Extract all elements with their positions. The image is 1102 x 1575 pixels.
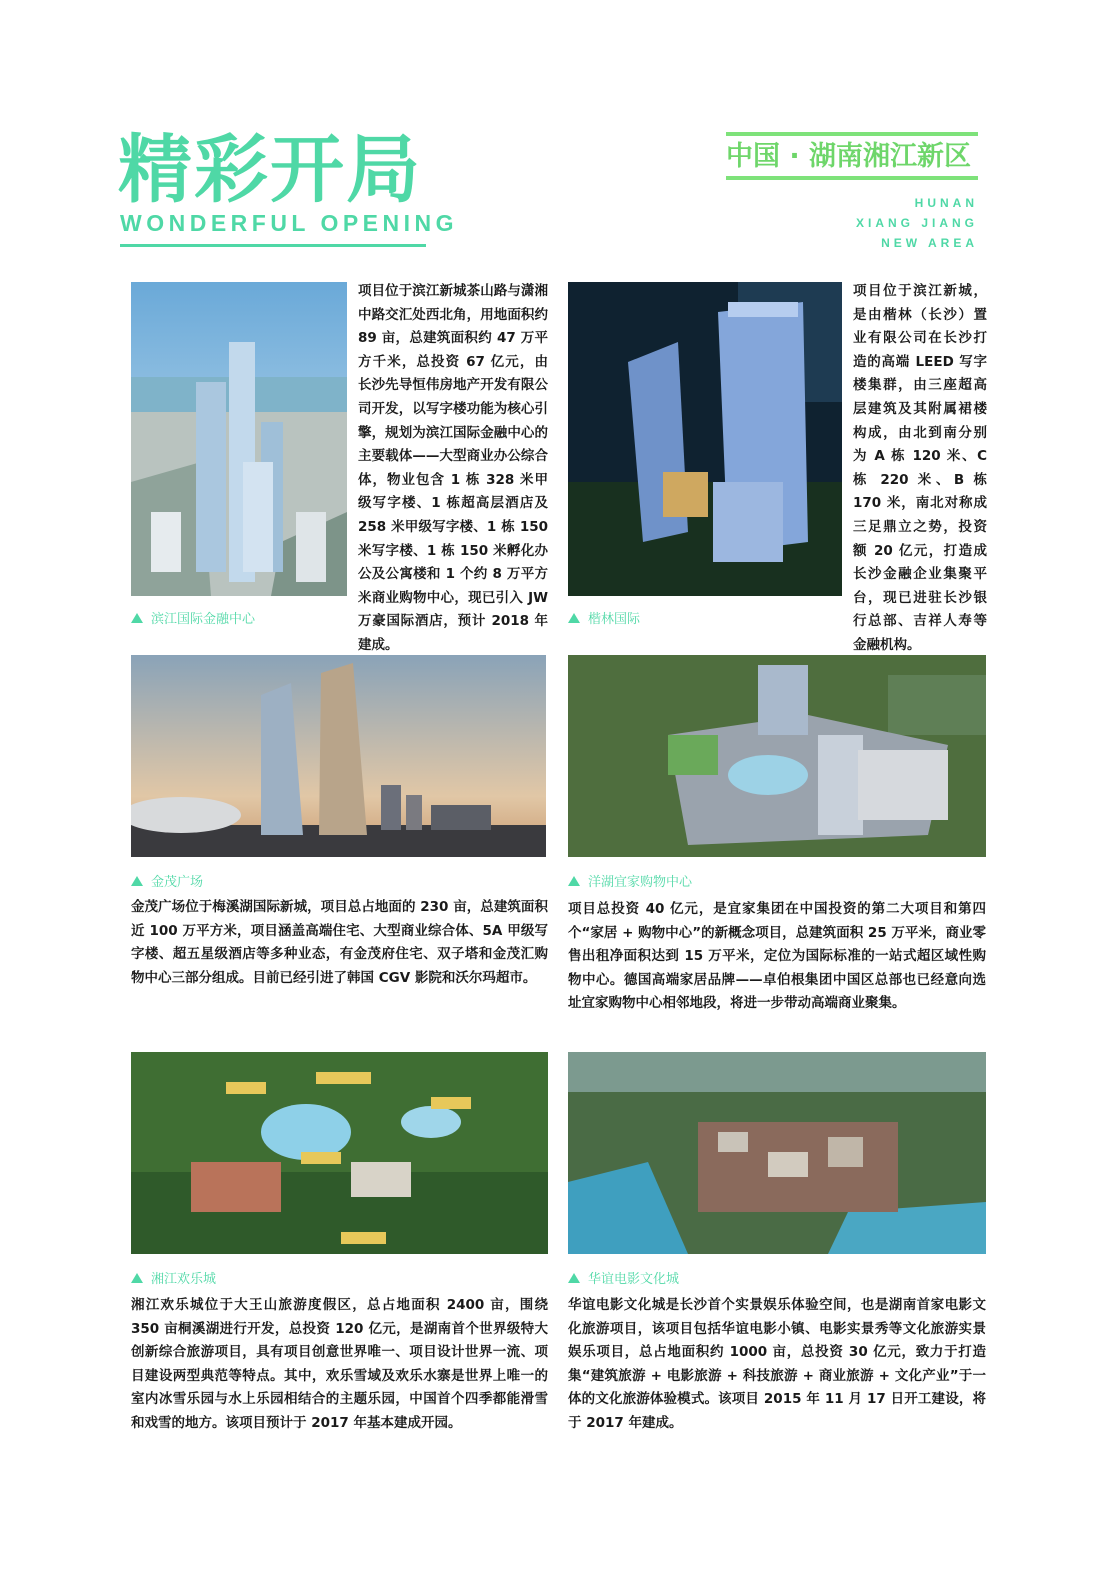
huayi-film-town-description: 华谊电影文化城是长沙首个实景娱乐体验空间，也是湖南首家电影文化旅游项目，该项目包括华谊电影小镇、电影实景秀等文化旅游实景娱乐项目，总占地面积约 1000 亩，总投资 30 亿元，致力于打造集“建筑旅游 + 电影旅游 + 科技旅游 + 商业旅游 + 文化产业”于一体的文化旅游体验模式。该项目 2015 年 11 月 17 日开工建设，将于 2017 年建成。 bbox=[568, 1297, 986, 1431]
kailin-caption bbox=[568, 608, 640, 627]
region-en-line-1: HUNAN bbox=[914, 196, 978, 210]
ikea-yanghu-caption bbox=[568, 871, 692, 890]
caption-label: 滨江国际金融中心 bbox=[151, 612, 256, 627]
caption-label: 金茂广场 bbox=[151, 875, 204, 890]
page-subtitle-en: WONDERFUL OPENING bbox=[120, 210, 459, 236]
region-top-rule bbox=[726, 132, 978, 136]
triangle-icon bbox=[131, 876, 143, 886]
triangle-icon bbox=[131, 613, 143, 623]
caption-label: 湘江欢乐城 bbox=[151, 1272, 217, 1287]
xiangjiang-happy-city-caption bbox=[131, 1268, 216, 1287]
caption-label: 洋湖宜家购物中心 bbox=[588, 875, 693, 890]
jinmao-caption bbox=[131, 871, 203, 890]
binjiang-ifc-caption bbox=[131, 608, 255, 627]
triangle-icon bbox=[568, 1273, 580, 1283]
binjiang-ifc-description: 项目位于滨江新城茶山路与潇湘中路交汇处西北角，用地面积约 89 亩，总建筑面积约 47 万平方千米，总投资 67 亿元，由长沙先导恒伟房地产开发有限公司开发，以写字楼功能为核心引擎，规划为滨江国际金融中心的主要载体——大型商业办公综合体，物业包含 1 栋 328 米甲级写字楼、1 栋超高层酒店及 258 米甲级写字楼、1 栋 150 米写字楼、1 栋 150 米孵化办公及公寓楼和 1 个约 8 万平方米商业购物中心，现已引入 JW 万豪国际酒店，预计 2018 年建成。 bbox=[358, 283, 548, 653]
ikea-yanghu-description: 项目总投资 40 亿元，是宜家集团在中国投资的第二大项目和第四个“家居 + 购物中心”的新概念项目，总建筑面积 25 万平米，商业零售出租净面积达到 15 万平米，定位为国际标准的一站式超区域性购物中心。德国高端家居品牌——卓伯根集团中国区总部也已经意向选址宜家购物中心相邻地段，将进一步带动高端商业聚集。 bbox=[568, 901, 986, 1011]
kailin-photo bbox=[568, 282, 842, 596]
xiangjiang-happy-city-photo bbox=[131, 1052, 548, 1254]
xiangjiang-happy-city-description: 湘江欢乐城位于大王山旅游度假区，总占地面积 2400 亩，围绕 350 亩桐溪湖进行开发，总投资 120 亿元，是湖南首个世界级特大创新综合旅游项目，具有项目创意世界唯一、项目设计世界一流、项目建设两型典范等特点。其中，欢乐雪域及欢乐水寨是世界上唯一的室内冰雪乐园与水上乐园相结合的主题乐园，中国首个四季都能滑雪和戏雪的地方。该项目预计于 2017 年基本建成开园。 bbox=[131, 1297, 548, 1431]
region-title: 中国 · 湖南湘江新区 bbox=[726, 141, 972, 172]
region-bottom-rule bbox=[726, 176, 978, 180]
title-underline bbox=[120, 244, 426, 247]
huayi-film-town-caption bbox=[568, 1268, 679, 1287]
binjiang-ifc-photo bbox=[131, 282, 347, 596]
huayi-film-town-photo bbox=[568, 1052, 986, 1254]
kailin-description: 项目位于滨江新城，是由楷林（长沙）置业有限公司在长沙打造的高端 LEED 写字楼集群，由三座超高层建筑及其附属裙楼构成，由北到南分别为 A 栋 120 米、C 栋 220 米、B 栋 170 米，南北对称成三足鼎立之势，投资额 20 亿元，打造成长沙金融企业集聚平台，现已进驻长沙银行总部、吉祥人寿等金融机构。 bbox=[853, 283, 987, 653]
region-en-line-3: NEW AREA bbox=[881, 236, 978, 250]
jinmao-description: 金茂广场位于梅溪湖国际新城，项目总占地面的 230 亩，总建筑面积近 100 万平方米，项目涵盖高端住宅、大型商业综合体、5A 甲级写字楼、超五星级酒店等多种业态，有金茂府住宅、双子塔和金茂汇购物中心三部分组成。目前已经引进了韩国 CGV 影院和沃尔玛超市。 bbox=[131, 899, 548, 986]
page-title: 精彩开局 bbox=[118, 127, 422, 213]
ikea-yanghu-photo bbox=[568, 655, 986, 857]
triangle-icon bbox=[131, 1273, 143, 1283]
caption-label: 楷林国际 bbox=[588, 612, 641, 627]
caption-label: 华谊电影文化城 bbox=[588, 1272, 680, 1287]
region-en-line-2: XIANG JIANG bbox=[855, 216, 978, 230]
jinmao-photo bbox=[131, 655, 546, 857]
triangle-icon bbox=[568, 876, 580, 886]
triangle-icon bbox=[568, 613, 580, 623]
